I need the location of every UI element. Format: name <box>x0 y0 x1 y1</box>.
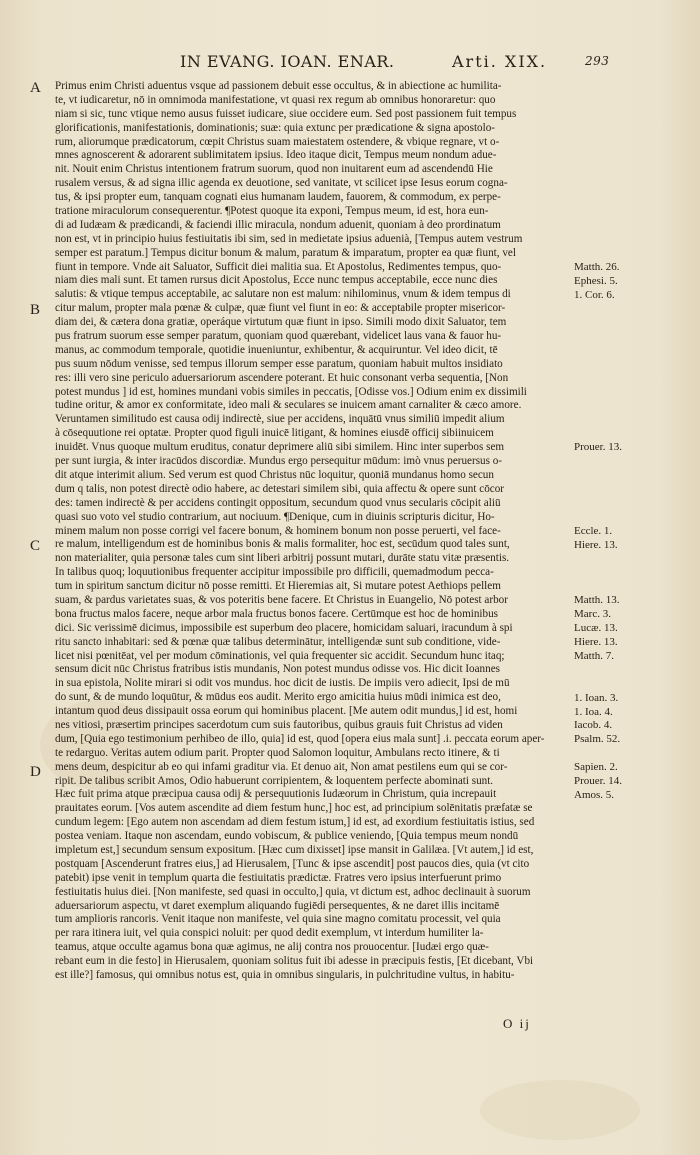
chapter-label: Arti. XIX. <box>452 52 548 71</box>
marginal-reference: Hiere. 13. <box>574 538 618 551</box>
text-line: pus fratrum suorum esse semper paratum, quoniam quod quærebant, videlicet laus vana & fauor hu- <box>55 330 502 343</box>
text-line: te, vt iudicaretur, nō in omnimoda manifestatione, vt quasi rex regum ab omnibus honoraretur: quo <box>55 93 496 106</box>
text-line: nit. Nouit enim Christus intentionem fratrum suorum, quod non inuitarent eum ad ascendendū Hie <box>55 163 493 176</box>
text-line: rum, aliorumque prædicatorum, cœpit Christus suam maiestatem ostendere, & vbique regnare, vt o- <box>55 135 500 148</box>
text-line: dum, [Quia ego testimonium perhibeo de illo, quia] id est, quod [opera eius mala sunt] .i. peccata eorum aper- <box>55 732 545 745</box>
text-line: pus suum nōdum venisse, sed tempus illorum semper esse paratum, quoniam habuit multos insidiato <box>55 357 503 370</box>
text-line: des: tamen indirectè & per accidens contingit oppositum, secundum quod vnus secularis cōcipit aliū <box>55 496 501 509</box>
page-number: 293 <box>585 54 610 68</box>
text-line: per rara itinera iuit, vel quia conspici noluit: per quod dedit exemplum, vt interdum humiliter la- <box>55 927 484 940</box>
section-letter-a: A <box>30 80 41 96</box>
text-line: mens deum, despicitur ab eo qui infami graditur via. Et denuo ait, Non amat pestilens eum qui se cor- <box>55 760 508 773</box>
text-line: patebit) ipse venit in templum quarta die festiuitatis prædictæ. Fratres vero ipsius interfuerunt primo <box>55 871 502 884</box>
text-line: bona fructus malos facere, neque arbor mala fructus bonos facere. Certūmque est hoc de hominibus <box>55 607 498 620</box>
section-letter-c: C <box>30 538 41 554</box>
text-line: glorificationis, manifestationis, dominationis; suæ: quia extunc per prædicatione & signa apostolo- <box>55 121 495 134</box>
text-line: diam dei, & cætera dona gratiæ, operáque virtutum quæ fiunt in ipso. Simili modo dixit Saluator, tem <box>55 316 507 329</box>
text-line: sensum dicit nūc Christus fratribus istis mundanis, Non potest mundus odisse vos. Hic dicit Ioannes <box>55 663 500 676</box>
text-line: re malum, intelligendum est de hominibus bonis & malis formaliter, hoc est, secūdum quod tales sunt, <box>55 538 510 551</box>
marginal-reference: Prouer. 14. <box>574 775 622 787</box>
marginal-reference: Psalm. 52. <box>574 733 621 746</box>
text-line: festiuitatis huius diei. [Non manifeste, sed quasi in occulto,] quia, vt dictum est, adhoc declinauit à suorum <box>55 885 531 898</box>
text-line: impletum est,] secundum sensum expositum. [Hæc cum dixisset] ipse mansit in Galilæa. [Vt autem,] id est, <box>55 843 534 856</box>
marginal-reference: Matth. 26. <box>574 260 620 273</box>
marginal-reference: 1. Cor. 6. <box>574 288 615 301</box>
text-line: fiunt in tempore. Vnde ait Saluator, Sufficit diei malitia sua. Et Apostolus, Redimentes tempus, quo- <box>55 260 502 273</box>
text-line: dici. Sic verissimē dicimus, impossibile est superbum deo placere, homicidam saluari, iracundum à spi <box>55 621 513 634</box>
text-line: non est, vt in principio huius festiuitatis ibi sim, sed in medietate ipsius aduenià, [Tempus autem vestrum <box>55 232 523 245</box>
text-line: manus, ac commodum temporale, quotidie inueniuntur, exhibentur, & acquiruntur. Vel ideo dicit, tē <box>55 343 498 356</box>
text-line: ritu sancto inhabitari: sed & pœnæ quæ talibus determinātur, intelligendæ sunt sub conditione, vide- <box>55 635 501 648</box>
text-line: res: illi vero sine periculo aduersariorum ascendere poterant. Et huic consonant verba sequentia, [Non <box>55 371 509 384</box>
text-line: te redarguo. Veritas autem odium parit. Propter quod Salomon loquitur, Ambulans recto itinere, & ti <box>55 746 500 759</box>
text-line: cundum legem: [Ego autem non ascendam ad diem festum istum,] id est, ad exordium festiuitatis istius, sed <box>55 816 535 829</box>
text-line: per sunt iurgia, & inter iracūdos discordiæ. Mundus ergo persequitur mūdum: imò vnus peruersus o- <box>55 455 503 468</box>
text-line: tus, & ipsi propter eum, tanquam cognati eius humanam laudem, fauorem, & commodum, ex perpe- <box>55 191 501 204</box>
marginal-reference: Lucæ. 13. <box>574 622 618 635</box>
text-line: quasi suo voto vel studio contrarium, aut nociuum. ¶Denique, cum in diuinis scripturis dicitur, Ho- <box>55 510 495 523</box>
text-line: mnes agnoscerent & adorarent sublimitatem ipsius. Ideo itaque dicit, Tempus meum nondum adue- <box>55 149 497 162</box>
marginal-reference: Iacob. 4. <box>574 719 613 732</box>
marginal-reference: Matth. 13. <box>574 594 620 607</box>
text-line: non materialiter, quia personæ tales cum sint liberi arbitrij possunt mutari, durāte statu vitæ præsentis. <box>55 552 510 565</box>
text-line: suam, & pardus varietates suas, & vos poteritis bene facere. Et Christus in Euangelio, Nō potest arbor <box>55 593 508 606</box>
body-text <box>55 80 570 983</box>
text-line: do sunt, & de mundo loquūtur, & mūdus eos audit. Merito ergo amicitia huius mūdi inimica est deo, <box>55 691 501 704</box>
text-line: In talibus quoq; loquutionibus frequenter accipitur impossibile pro difficili, quemadmodum pecca- <box>55 566 494 579</box>
text-line: minem malum non posse corrigi vel facere bonum, & hominem bonum non posse peruerti, vel face- <box>55 524 501 537</box>
text-line: prauitates eorum. [Vos autem ascendite ad diem festum hunc,] hoc est, ad principium solēnitatis præfatæ se <box>55 802 533 815</box>
signature-mark: O ij <box>503 1016 531 1031</box>
text-line: ripit. De talibus scribit Amos, Odio habuerunt corripientem, & loquentem perfecte abominati sunt. <box>55 774 494 787</box>
text-line: rebant eum in die festo] in Hierusalem, quoniam solitus fuit ibi adesse in præcipuis festis, [Et dicebant, Vbi <box>55 955 534 968</box>
text-line: salutis: & vtique tempus acceptabile, ac salutare non est malum: nihilominus, vnum & idem tempus di <box>55 288 511 301</box>
text-line: à cōsequutione rei optatæ. Propter quod figuli inuicē litigant, & homines eiusdē officij sibiinuicem <box>55 427 494 440</box>
text-line: intantum quod deus dissipauit ossa eorum qui hominibus placent. [Me autem odit mundus,] id est, homi <box>55 705 518 718</box>
marginal-reference: Ephesi. 5. <box>574 274 618 287</box>
text-line: inuidēt. Vnus quoque multum eruditus, conatur deprimere aliū sibi similem. Hinc inter superbos sem <box>55 441 505 454</box>
text-line: Primus enim Christi aduentus vsque ad passionem debuit esse occultus, & in abiectione ac humilita- <box>55 80 502 92</box>
text-line: tratione miraculorum consequerentur. ¶Potest quoque ita exponi, Tempus meum, id est, hora eun- <box>55 205 489 218</box>
text-line: di ad Iudæam & prædicandi, & faciendi illic miracula, nondum aduenit, quoniam à deo prordinatum <box>55 218 501 231</box>
text-line: nes vitiosi, præsertim principes sacerdotum cum suis fautoribus, quibus grauis fuit Christus ad viden <box>55 718 503 731</box>
marginal-reference: 1. Ioa. 4. <box>574 705 613 718</box>
text-line: niam si sic, tunc vtique nemo ausus fuisset iudicare, siue occidere eum. Sed post passionem fuit tempus <box>55 107 517 120</box>
text-line: dit atque interimit alium. Sed verum est quod Christus nūc loquitur, quoniā mundanus homo secun <box>55 468 494 481</box>
text-line: postquam [Ascenderunt fratres eius,] ad Hierusalem, [Tunc & ipse ascendit] post paucos dies, quia (vt cito <box>55 857 530 870</box>
text-line: rusalem versus, & ad signa illic agenda ex deuotione, sed vanitate, vt scilicet ipse Iesus eorum cogna- <box>55 177 508 190</box>
text-line: potest mundus ] id est, homines mundani vobis similes in peccatis, [Odisse vos.] Odium enim ex dissimili <box>55 385 527 398</box>
paper-stain <box>480 1080 640 1140</box>
text-line: dum q talis, non potest directè odio habere, ac detestari similem sibi, quia affectu & opere sunt cōcor <box>55 482 504 495</box>
text-line: citur malum, propter mala pœnæ & culpæ, quæ fiunt vel fiunt in eo: & acceptabile propter misericor- <box>55 302 506 315</box>
text-line: licet nisi pœnitēat, vel per modum cōminationis, vel quia frequenter sic accidit. Secundum hunc itaq; <box>55 649 505 662</box>
text-line: tum amplioris rancoris. Venit itaque non manifeste, vel quia sine magno comitatu processit, vel quia <box>55 913 501 926</box>
text-line: semper est paratum.] Tempus dicitur bonum & malum, paratum & imparatum, propter ea quæ fiunt, vel <box>55 246 516 259</box>
marginal-reference: Matth. 7. <box>574 649 615 662</box>
marginal-reference: Amos. 5. <box>574 788 615 801</box>
section-letter-d: D <box>30 764 41 780</box>
text-line: tudine oritur, & amor ex conformitate, ideo mali & seculares se inuicem amant carnaliter & cæco amore. <box>55 399 522 412</box>
text-line: postea veniam. Itaque non ascendam, eundo vobiscum, & publice veniendo, [Quia tempus meum nondū <box>55 830 519 843</box>
text-line: tum in spiritum sanctum dicitur nō posse remitti. Et Hieremias ait, Si mutare potest Aethiops pellem <box>55 580 501 593</box>
text-line: aduersariorum aspectu, vt daret exemplum aliquando fugiēdi persequentes, & ne daret illis incitamē <box>55 899 500 912</box>
text-line: Veruntamen similitudo est causa odij indirectè, siue per accidens, inquātū vnus similiū impedit alium <box>55 413 505 426</box>
text-line: in sua epistola, Nolite mirari si odit vos mundus. hoc dicit de iustis. De impiis vero adiecit, Ipsi de mū <box>55 677 510 690</box>
marginal-reference: Prouer. 13. <box>574 441 622 454</box>
text-line: teamus, atque occulte agamus bona quæ agimus, ne alij contra nos prouocentur. [Iudæi ergo quæ- <box>55 941 489 954</box>
marginal-reference: Eccle. 1. <box>574 524 613 537</box>
running-header <box>0 50 700 76</box>
marginal-reference: 1. Ioan. 3. <box>574 691 619 704</box>
section-letter-b: B <box>30 302 41 318</box>
marginal-reference: Marc. 3. <box>574 608 611 621</box>
marginal-reference: Sapien. 2. <box>574 761 618 774</box>
marginal-reference: Hiere. 13. <box>574 636 618 648</box>
running-title: IN EVANG. IOAN. ENAR. <box>180 52 395 71</box>
text-line: est ille?] famosus, qui omnibus notus est, quia in omnibus singularis, in pulchritudine vultus, in habitu- <box>55 969 515 981</box>
text-line: Hæc fuit prima atque præcipua causa odij & persequutionis Iudæorum in Christum, quia increpauit <box>55 788 497 801</box>
text-line: niam dies mali sunt. Et tamen rursus dicit Apostolus, Ecce nunc tempus acceptabile, ecce nunc dies <box>55 274 498 287</box>
